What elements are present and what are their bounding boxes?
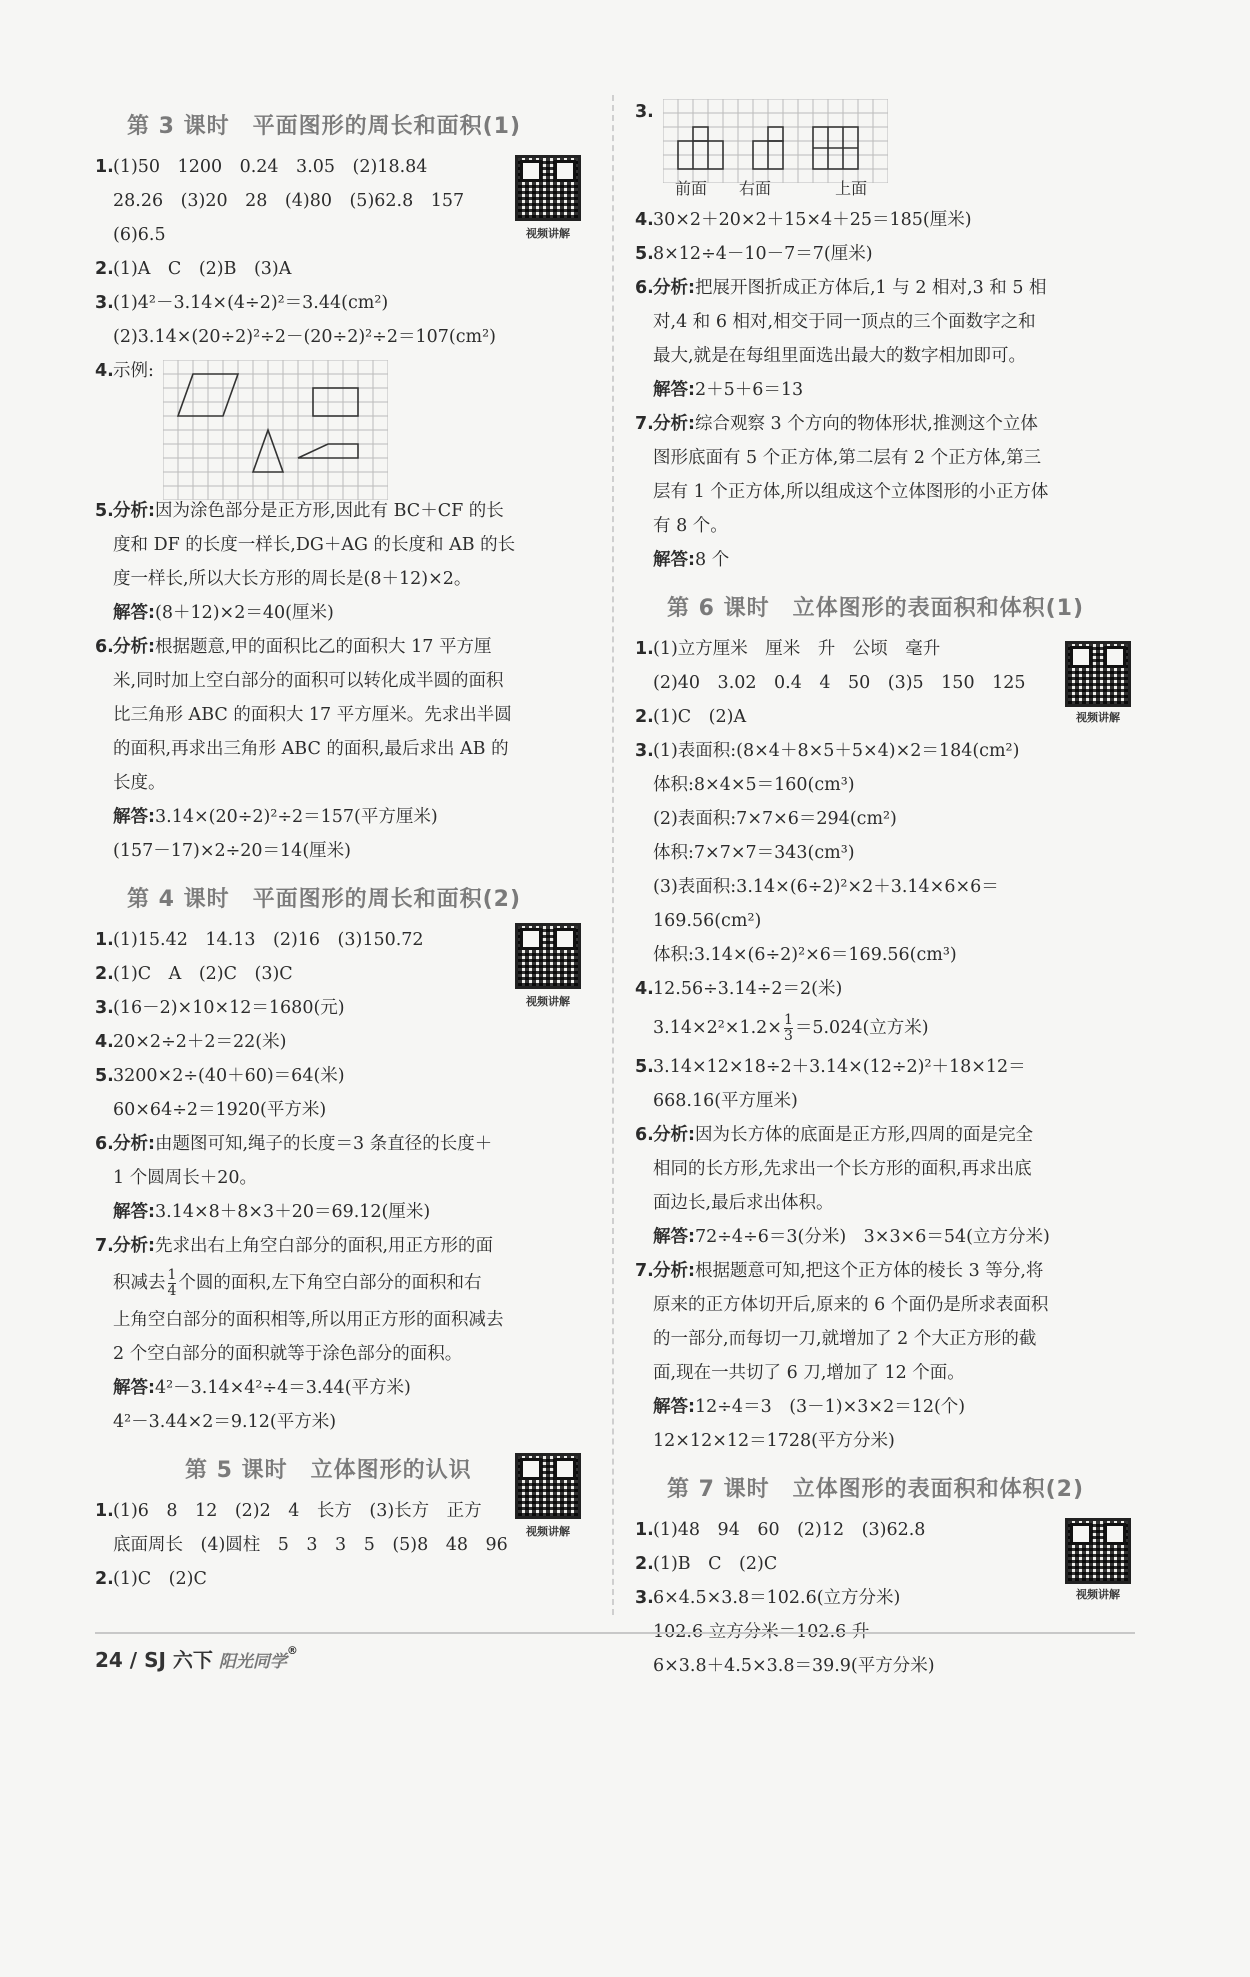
answer-line: 对,4 和 6 相对,相交于同一顶点的三个面数字之和 — [653, 312, 1036, 332]
qr-caption: 视频讲解 — [1076, 711, 1120, 724]
answer-line: 6.分析:把展开图折成正方体后,1 与 2 相对,3 和 5 相 — [635, 278, 1047, 298]
left-column — [95, 95, 595, 1596]
answer-line: 比三角形 ABC 的面积大 17 平方厘米。先求出半圆 — [113, 705, 512, 725]
lesson-5-block — [95, 1453, 595, 1596]
lesson-7-title: 第 7 课时 立体图形的表面积和体积(2) — [667, 1477, 1085, 1502]
answer-line: 2 个空白部分的面积就等于涂色部分的面积。 — [113, 1344, 463, 1364]
answer-line: 3.14×2²×1.2× $\frac{1}{3}$ ＝5.024(立方米) — [653, 1012, 929, 1044]
qr-caption: 视频讲解 — [526, 995, 570, 1008]
answer-line: (2)40 3.02 0.4 4 50 (3)5 150 125 — [653, 673, 1026, 693]
answer-line: 面边长,最后求出体积。 — [653, 1193, 834, 1213]
lesson-6-title: 第 6 课时 立体图形的表面积和体积(1) — [667, 596, 1085, 621]
grid-shapes-figure — [163, 360, 388, 500]
lesson-4-block — [95, 923, 595, 1439]
answer-line: 体积:7×7×7＝343(cm³) — [653, 843, 855, 863]
answer-line: 7.分析:综合观察 3 个方向的物体形状,推测这个立体 — [635, 414, 1038, 434]
answer-line: 3.(16－2)×10×12＝1680(元) — [95, 998, 345, 1018]
answer-line: 面,现在一共切了 6 刀,增加了 12 个面。 — [653, 1363, 965, 1383]
answer-line: 5.3200×2÷(40＋60)＝64(米) — [95, 1066, 345, 1086]
answer-line: 1.(1)15.42 14.13 (2)16 (3)150.72 — [95, 930, 424, 950]
answer-line: 28.26 (3)20 28 (4)80 (5)62.8 157 — [113, 191, 465, 211]
answer-line: 的面积,再求出三角形 ABC 的面积,最后求出 AB 的 — [113, 739, 509, 759]
answer-line: 169.56(cm²) — [653, 911, 762, 931]
brand-logo: 阳光同学 — [218, 1652, 287, 1672]
answer-line: 相同的长方形,先求出一个长方形的面积,再求出底 — [653, 1159, 1032, 1179]
answer-line: 有 8 个。 — [653, 516, 728, 536]
answer-line: 4²－3.44×2＝9.12(平方米) — [113, 1412, 337, 1432]
lesson-6-block — [635, 591, 1145, 1458]
answer-line: 积减去 $\frac{1}{4}$ 个圆的面积,左下角空白部分的面积和右 — [113, 1267, 482, 1299]
answer-line: 解答:4²－3.14×4²÷4＝3.44(平方米) — [113, 1378, 411, 1398]
column-divider — [612, 95, 614, 1615]
answer-line: 底面周长 (4)圆柱 5 3 3 5 (5)8 48 96 — [113, 1535, 508, 1555]
answer-line: 解答:2＋5＋6＝13 — [653, 380, 804, 400]
answer-line: 1.(1)50 1200 0.24 3.05 (2)18.84 — [95, 157, 428, 177]
answer-line: 体积:8×4×5＝160(cm³) — [653, 775, 855, 795]
answer-line: (3)表面积:3.14×(6÷2)²×2＋3.14×6×6＝ — [653, 877, 999, 897]
answer-line: 的一部分,而每切一刀,就增加了 2 个大正方形的截 — [653, 1329, 1037, 1349]
qr-caption: 视频讲解 — [526, 227, 570, 240]
answer-line: 7.分析:先求出右上角空白部分的面积,用正方形的面 — [95, 1236, 494, 1256]
answer-line: 最大,就是在每组里面选出最大的数字相加即可。 — [653, 346, 1027, 366]
answer-line: 度和 DF 的长度一样长,DG＋AG 的长度和 AB 的长 — [113, 535, 516, 555]
answer-line: 5.8×12÷4－10－7＝7(厘米) — [635, 244, 873, 264]
qr-caption: 视频讲解 — [526, 1525, 570, 1538]
answer-line: 1.(1)6 8 12 (2)2 4 长方 (3)长方 正方 — [95, 1501, 482, 1521]
answer-line: 图形底面有 5 个正方体,第二层有 2 个正方体,第三 — [653, 448, 1042, 468]
answer-line: 4.30×2＋20×2＋15×4＋25＝185(厘米) — [635, 210, 972, 230]
answer-line: (157－17)×2÷20＝14(厘米) — [113, 841, 351, 861]
answer-line: 解答:(8＋12)×2＝40(厘米) — [113, 603, 334, 623]
answer-line: 668.16(平方厘米) — [653, 1091, 798, 1111]
answer-line: 体积:3.14×(6÷2)²×6＝169.56(cm³) — [653, 945, 957, 965]
lesson-4-title: 第 4 课时 平面图形的周长和面积(2) — [127, 887, 522, 912]
answer-line: 60×64÷2＝1920(平方米) — [113, 1100, 327, 1120]
answer-line: 1 个圆周长＋20。 — [113, 1168, 257, 1188]
answer-line: 2.(1)C (2)A — [635, 707, 747, 727]
answer-line: 解答:8 个 — [653, 550, 730, 570]
answer-line: 6.分析:根据题意,甲的面积比乙的面积大 17 平方厘 — [95, 637, 492, 657]
answer-line: 4.20×2÷2＋2＝22(米) — [95, 1032, 287, 1052]
lesson-5-title: 第 5 课时 立体图形的认识 — [185, 1458, 472, 1483]
answer-line: 5.3.14×12×18÷2＋3.14×(12÷2)²＋18×12＝ — [635, 1057, 1026, 1077]
answer-line: 4.示例: — [95, 354, 595, 494]
answer-line: 原来的正方体切开后,原来的 6 个面仍是所求表面积 — [653, 1295, 1049, 1315]
answer-line: 4.12.56÷3.14÷2＝2(米) — [635, 979, 843, 999]
answer-line: 上角空白部分的面积相等,所以用正方形的面积减去 — [113, 1310, 504, 1330]
answer-line: (2)3.14×(20÷2)²÷2－(20÷2)²÷2＝107(cm²) — [113, 327, 496, 347]
answer-line: 1.(1)48 94 60 (2)12 (3)62.8 — [635, 1520, 926, 1540]
answer-line: 7.分析:根据题意可知,把这个正方体的棱长 3 等分,将 — [635, 1261, 1044, 1281]
answer-line: 5.分析:因为涂色部分是正方形,因此有 BC＋CF 的长 — [95, 501, 504, 521]
lesson-3-title: 第 3 课时 平面图形的周长和面积(1) — [127, 114, 522, 139]
answer-line: 3. 前面 右面 上面 — [635, 95, 1145, 203]
answer-line: 解答:12÷4＝3 (3－1)×3×2＝12(个) — [653, 1397, 966, 1417]
fraction-third: $\frac{1}{3}$ — [783, 1012, 793, 1044]
answer-line: 解答:3.14×(20÷2)²÷2＝157(平方厘米) — [113, 807, 438, 827]
answer-line: 2.(1)C A (2)C (3)C — [95, 964, 293, 984]
answer-line: 层有 1 个正方体,所以组成这个立体图形的小正方体 — [653, 482, 1049, 502]
answer-line: 解答:3.14×8＋8×3＋20＝69.12(厘米) — [113, 1202, 431, 1222]
page-number: 24 / SJ 六下 — [95, 1648, 213, 1672]
answer-line: 2.(1)B C (2)C — [635, 1554, 778, 1574]
answer-line: (2)表面积:7×7×6＝294(cm²) — [653, 809, 897, 829]
right-column — [635, 95, 1145, 1683]
answer-line: 度一样长,所以大长方形的周长是(8＋12)×2。 — [113, 569, 472, 589]
answer-line: 6.分析:因为长方体的底面是正方形,四周的面是完全 — [635, 1125, 1034, 1145]
answer-line: 1.(1)立方厘米 厘米 升 公顷 毫升 — [635, 639, 941, 659]
answer-line: (6)6.5 — [113, 225, 166, 245]
answer-line: 3.(1)4²－3.14×(4÷2)²＝3.44(cm²) — [95, 293, 389, 313]
view-labels: 前面 右面 上面 — [675, 179, 868, 198]
answer-line: 解答:72÷4÷6＝3(分米) 3×3×6＝54(立方分米) — [653, 1227, 1050, 1247]
views-grid-figure — [663, 99, 888, 183]
answer-line: 3.6×4.5×3.8＝102.6(立方分米) — [635, 1588, 901, 1608]
answer-line: 6.分析:由题图可知,绳子的长度＝3 条直径的长度＋ — [95, 1134, 493, 1154]
answer-line: 3.(1)表面积:(8×4＋8×5＋5×4)×2＝184(cm²) — [635, 741, 1020, 761]
answer-line: 2.(1)C (2)C — [95, 1569, 207, 1589]
page-footer: 24 / SJ 六下 阳光同学® — [95, 1632, 1135, 1673]
answer-line: 6×3.8＋4.5×3.8＝39.9(平方分米) — [653, 1656, 935, 1676]
fraction-quarter: $\frac{1}{4}$ — [167, 1267, 177, 1299]
answer-line: 长度。 — [113, 773, 166, 793]
answer-line: 米,同时加上空白部分的面积可以转化成半圆的面积 — [113, 671, 504, 691]
answer-line: 12×12×12＝1728(平方分米) — [653, 1431, 895, 1451]
qr-caption: 视频讲解 — [1076, 1588, 1120, 1601]
answer-line: 102.6 立方分米＝102.6 升 — [653, 1622, 870, 1642]
answer-line: 2.(1)A C (2)B (3)A — [95, 259, 292, 279]
